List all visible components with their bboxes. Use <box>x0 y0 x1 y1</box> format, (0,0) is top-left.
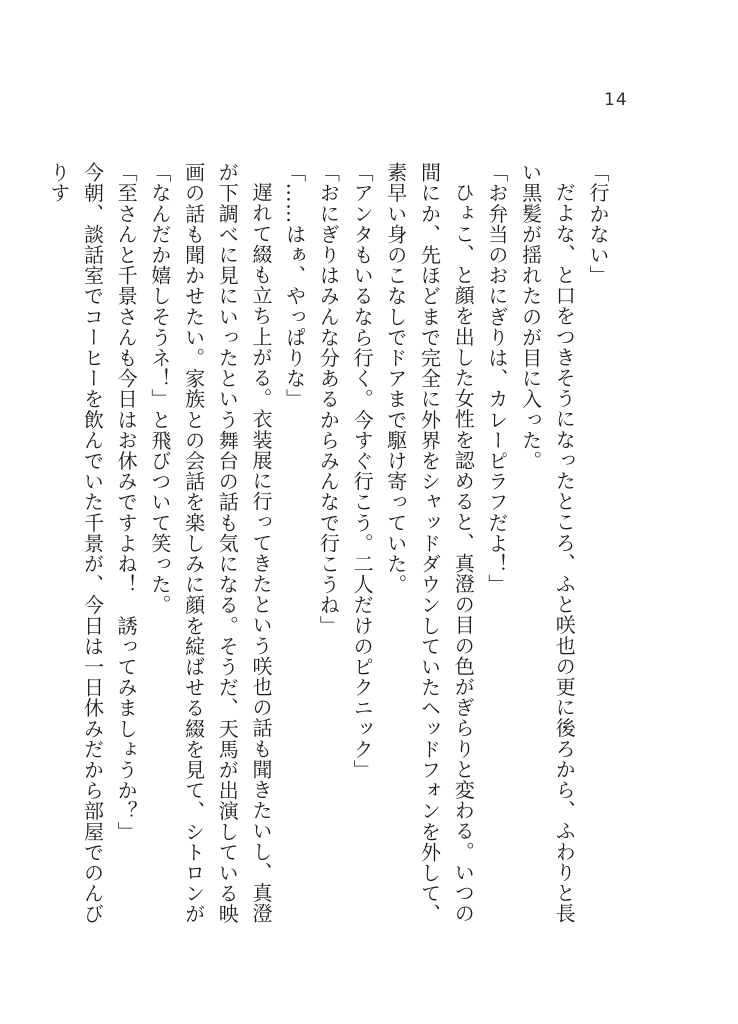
paragraph: 「行かない」 <box>586 162 610 286</box>
paragraph: 「アンタもいるなら行く。今すぐ行こう。二人だけのピクニック」 <box>350 162 375 780</box>
vertical-text-body <box>46 162 614 932</box>
page-number: 14 <box>604 90 628 110</box>
paragraph: ひょこ、と顔を出した女性を認めると、真澄の目の色がぎらりと変わる。いつの間にか、先ほどまで完全に外界をシャッドダウンしていたヘッドフォンを外して、素早い身のこなしでドアまで駆け寄っていた。 <box>383 162 476 925</box>
paragraph: 遅れて綴も立ち上がる。衣装展に行ってきたという咲也の話も聞きたいし、真澄が下調べに見にいったという舞台の話も気になる。そうだ、天馬が出演している映画の話も聞かせたい。家族との会話を楽しみに顔を綻ばせる綴を見て、シトロンが「なんだか嬉しそうネ！」と飛びついて笑った。 <box>147 162 273 925</box>
paragraph: 今朝、談話室でコーヒーを飲んでいた千景が、今日は一日休みだから部屋でのんびりす <box>46 162 105 925</box>
paragraph: 「……はぁ、やっぱりな」 <box>282 162 307 410</box>
paragraph: 「おにぎりはみんな分あるからみんなで行こうね」 <box>316 162 341 636</box>
paragraph: 「至さんと千景さんも今日はお休みですよね！ 誘ってみましょうか？」 <box>114 162 139 842</box>
paragraph: 「お弁当のおにぎりは、カレーピラフだよ！」 <box>484 162 509 595</box>
paragraph: だよな、と口をつきそうになったところ、ふと咲也の更に後ろから、ふわりと長い黒髪が揺れたのが目に入った。 <box>518 162 577 924</box>
